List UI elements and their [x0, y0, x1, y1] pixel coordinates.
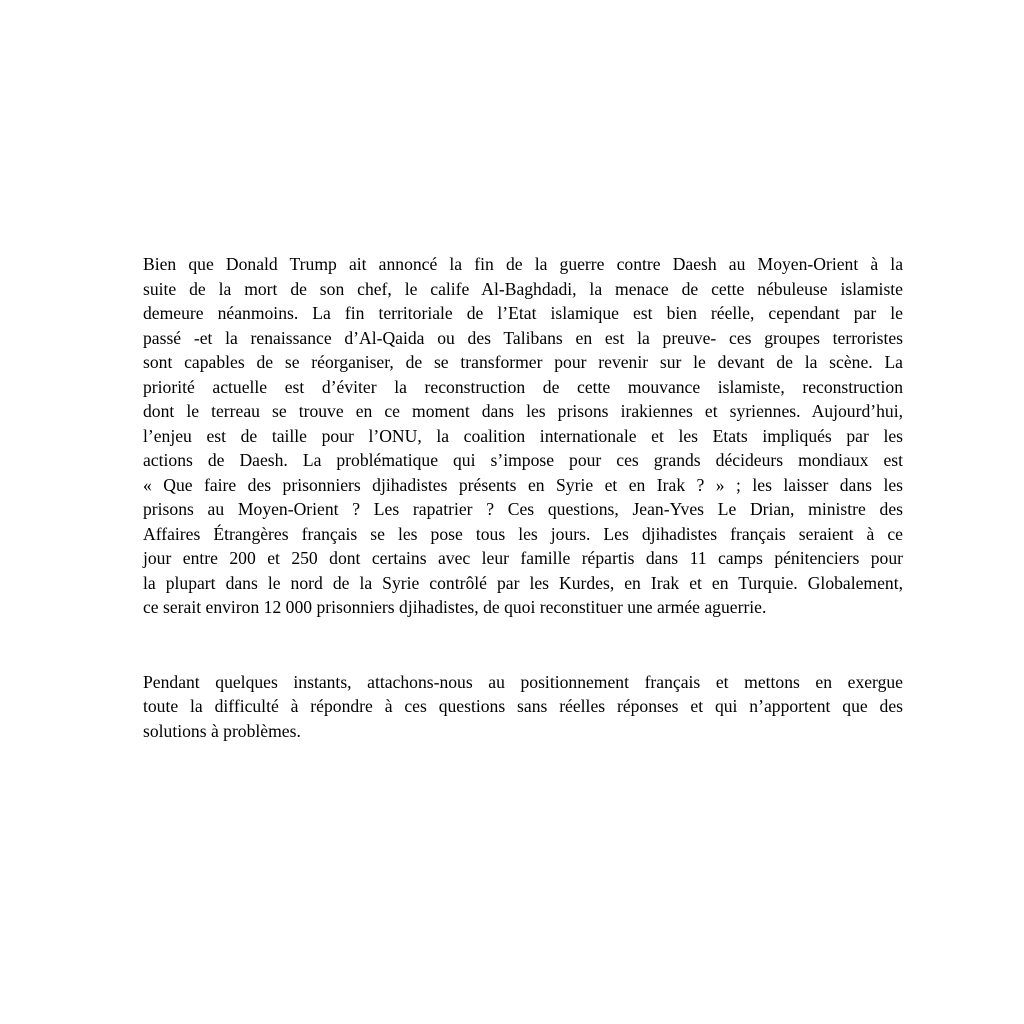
article-text [143, 252, 903, 743]
text-line: priorité actuelle est d’éviter la reconstruction de cette mouvance islamiste, reconstruction [143, 376, 903, 397]
paragraph-2 [143, 670, 903, 744]
text-line: actions de Daesh. La problématique qui s’impose pour ces grands décideurs mondiaux est [143, 450, 903, 470]
text-line: suite de la mort de son chef, le calife Al-Baghdadi, la menace de cette nébuleuse islamiste [143, 278, 903, 299]
text-line: Affaires Étrangères français se les pose tous les jours. Les djihadistes français seraient à ce [143, 523, 903, 544]
text-line: l’enjeu est de taille pour l’ONU, la coalition internationale et les Etats impliqués par les [143, 425, 903, 446]
text-line: passé -et la renaissance d’Al-Qaida ou des Talibans en est la preuve- ces groupes terroristes [143, 327, 903, 348]
text-line: prisons au Moyen-Orient ? Les rapatrier ? Ces questions, Jean-Yves Le Drian, ministre des [143, 499, 903, 519]
text-line: Bien que Donald Trump ait annoncé la fin de la guerre contre Daesh au Moyen-Orient à la [143, 254, 903, 274]
text-line: demeure néanmoins. La fin territoriale de l’Etat islamique est bien réelle, cependant par le [143, 303, 903, 323]
text-line: ce serait environ 12 000 prisonniers djihadistes, de quoi reconstituer une armée aguerrie. [143, 597, 767, 617]
text-line: la plupart dans le nord de la Syrie contrôlé par les Kurdes, en Irak et en Turquie. Globalement, [143, 572, 903, 593]
text-line: solutions à problèmes. [143, 720, 301, 741]
paragraph-1 [143, 252, 903, 620]
text-line: « Que faire des prisonniers djihadistes présents en Syrie et en Irak ? » ; les laisser dans les [143, 474, 903, 495]
text-line: jour entre 200 et 250 dont certains avec leur famille répartis dans 11 camps pénitenciers pour [143, 548, 903, 568]
text-line: toute la difficulté à répondre à ces questions sans réelles réponses et qui n’apportent que des [143, 696, 903, 716]
text-line: Pendant quelques instants, attachons-nous au positionnement français et mettons en exergue [143, 671, 903, 692]
text-line: sont capables de se réorganiser, de se transformer pour revenir sur le devant de la scène. La [143, 352, 903, 372]
text-line: dont le terreau se trouve en ce moment dans les prisons irakiennes et syriennes. Aujourd’hui, [143, 401, 903, 421]
